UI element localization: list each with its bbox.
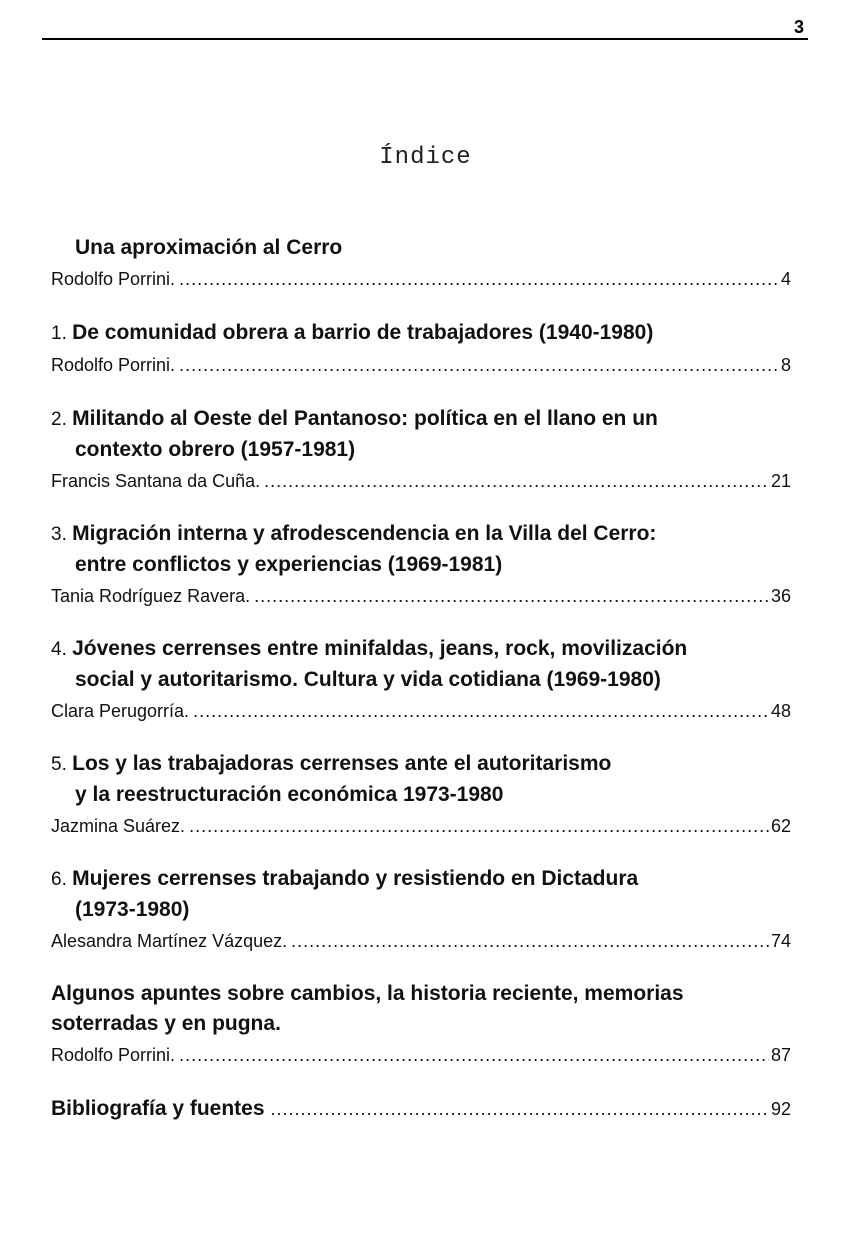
entry-title-line: Los y las trabajadoras cerrenses ante el autoritarismo: [72, 752, 612, 775]
entry-author-line: [51, 697, 791, 725]
entry-title-line: (1973-1980): [75, 898, 190, 921]
entry-author-line: [51, 351, 791, 379]
entry-title: [51, 634, 791, 695]
entry-title-line: Mujeres cerrenses trabajando y resistiendo en Dictadura: [72, 867, 639, 890]
entry-author: Clara Perugorría.: [51, 701, 190, 721]
entry-page: 87: [770, 1045, 791, 1065]
leader-dots: [179, 1041, 769, 1069]
bibliography-page: 92: [770, 1099, 791, 1119]
entry-title: [51, 749, 791, 810]
entry-title-line: entre conflictos y experiencias (1969-1981): [75, 553, 503, 576]
entry-title: [51, 864, 791, 925]
entry-title-line: y la reestructuración económica 1973-1980: [75, 783, 504, 806]
entry-title: [51, 318, 791, 349]
leader-dots: [264, 467, 769, 495]
entry-title-line: Migración interna y afrodescendencia en la Villa del Cerro:: [72, 522, 657, 545]
entry-page: 21: [770, 471, 791, 491]
entry-author: Rodolfo Porrini.: [51, 269, 176, 289]
toc-title: Índice: [379, 144, 472, 171]
entry-author-line: [51, 812, 791, 840]
entry-title-line: Militando al Oeste del Pantanoso: política en el llano en un: [72, 407, 658, 430]
toc-entry-bibliography: [51, 1094, 791, 1124]
entry-title-line: Jóvenes cerrenses entre minifaldas, jeans, rock, movilización: [72, 637, 688, 660]
leader-dots: [179, 265, 779, 293]
entry-author-line: [51, 582, 791, 610]
toc-entry: [51, 979, 791, 1069]
entry-title: [51, 979, 791, 1039]
entry-page: 48: [770, 701, 791, 721]
entry-author: Francis Santana da Cuña.: [51, 471, 261, 491]
entry-author: Alesandra Martínez Vázquez.: [51, 931, 288, 951]
entry-author: Rodolfo Porrini.: [51, 1045, 176, 1065]
entry-number: 1.: [51, 323, 73, 344]
entry-title-line: social y autoritarismo. Cultura y vida cotidiana (1969-1980): [75, 668, 661, 691]
entry-page: 74: [770, 931, 791, 951]
entry-title-line: Algunos apuntes sobre cambios, la historia reciente, memorias: [51, 982, 684, 1005]
entry-author: Jazmina Suárez.: [51, 816, 186, 836]
entry-page: 4: [780, 269, 791, 289]
entry-title-line: soterradas y en pugna.: [51, 1012, 281, 1035]
toc-entry: [51, 864, 791, 955]
entry-title-line: De comunidad obrera a barrio de trabajadores (1940-1980): [72, 321, 654, 344]
entry-title: [51, 404, 791, 465]
entry-author-line: [51, 927, 791, 955]
entry-author-line: [51, 467, 791, 495]
entry-number: 4.: [51, 639, 73, 660]
leader-dots: [193, 697, 769, 725]
toc-entry: [51, 749, 791, 840]
entry-author: Rodolfo Porrini.: [51, 355, 176, 375]
toc-entry: [51, 519, 791, 610]
toc-entry: [51, 404, 791, 495]
leader-dots: [271, 1094, 769, 1124]
entry-title-line: Una aproximación al Cerro: [75, 236, 343, 259]
bibliography-line: [51, 1094, 791, 1124]
entry-author: Tania Rodríguez Ravera.: [51, 586, 251, 606]
entry-number: 5.: [51, 754, 73, 775]
entry-title-line: contexto obrero (1957-1981): [75, 438, 356, 461]
header-rule: [42, 38, 808, 40]
leader-dots: [291, 927, 769, 955]
toc-entry: [51, 233, 791, 293]
entry-author-line: [51, 1041, 791, 1069]
entry-number: 2.: [51, 409, 73, 430]
page-number: 3: [793, 17, 804, 37]
entry-number: 3.: [51, 524, 73, 545]
entry-title: [51, 519, 791, 580]
entry-page: 36: [770, 586, 791, 606]
entry-number: 6.: [51, 869, 73, 890]
leader-dots: [179, 351, 779, 379]
bibliography-label: Bibliografía y fuentes: [51, 1097, 265, 1120]
entry-author-line: [51, 265, 791, 293]
leader-dots: [189, 812, 769, 840]
toc-entry: [51, 318, 791, 379]
toc-entry: [51, 634, 791, 725]
entry-page: 8: [780, 355, 791, 375]
entry-page: 62: [770, 816, 791, 836]
leader-dots: [254, 582, 769, 610]
entry-title: [51, 233, 791, 263]
